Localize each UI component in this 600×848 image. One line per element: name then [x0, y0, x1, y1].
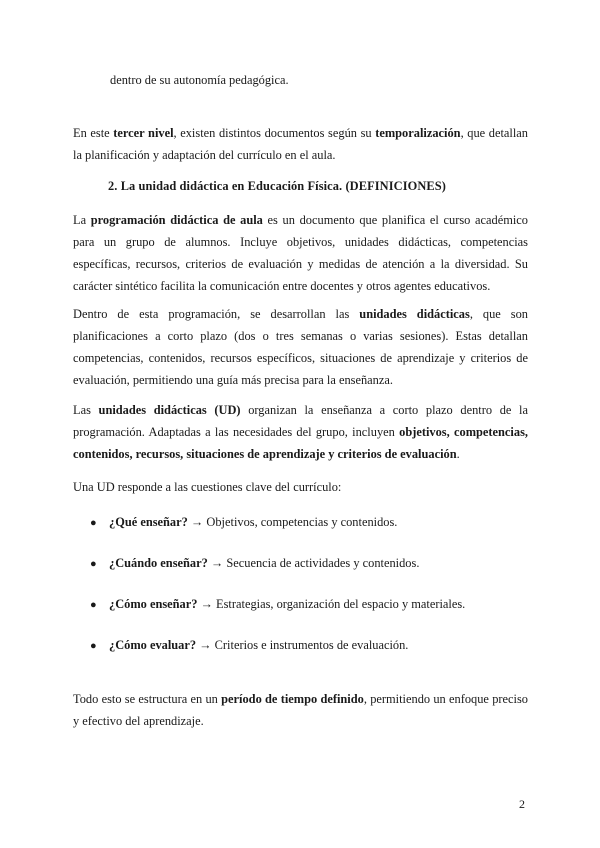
- text-segment: Dentro de esta programación, se desarrollan las: [73, 307, 360, 321]
- paragraph-continuation: [110, 69, 528, 91]
- bullet-icon: ●: [90, 558, 97, 570]
- bullet-question: ¿Cómo evaluar?: [109, 638, 197, 652]
- bold-term-unidades-didacticas: unidades didácticas: [359, 307, 470, 321]
- paragraph-unidades-didacticas: [73, 303, 528, 391]
- paragraph-programacion: [73, 209, 528, 297]
- section-heading: 2. La unidad didáctica en Educación Física. (DEFINICIONES): [108, 179, 446, 193]
- bullet-icon: ●: [90, 640, 97, 652]
- paragraph-ud-definicion: [73, 399, 528, 465]
- bullet-question: ¿Cómo enseñar?: [109, 597, 198, 611]
- text-segment: En este: [73, 126, 114, 140]
- list-item: [90, 511, 530, 534]
- bold-term-temporalizacion: temporalización: [375, 126, 461, 140]
- text-segment: Todo esto se estructura en un: [73, 692, 222, 706]
- bullet-icon: ●: [90, 599, 97, 611]
- text-segment: .: [456, 447, 460, 461]
- text-segment: La: [73, 213, 91, 227]
- bullet-question: ¿Cuándo enseñar?: [109, 556, 208, 570]
- list-item: [90, 552, 530, 575]
- bold-term-periodo-tiempo: período de tiempo definido: [221, 692, 364, 706]
- bold-term-programacion-didactica: programación didáctica de aula: [90, 213, 263, 227]
- bullet-icon: ●: [90, 517, 97, 529]
- bullet-answer: → Secuencia de actividades y contenidos.: [207, 556, 420, 570]
- bullet-question: ¿Qué enseñar?: [109, 515, 188, 529]
- paragraph-cuestiones-clave: [73, 476, 528, 498]
- list-item: [90, 634, 530, 657]
- text-segment: organizan la enseñanza a corto plazo dentro de la programación. Adaptadas a las necesidades del grupo, incluyen: [73, 403, 528, 439]
- bullet-answer: → Estrategias, organización del espacio y materiales.: [197, 597, 466, 611]
- paragraph-tercer-nivel: [73, 122, 528, 166]
- bold-term-elementos-ud: objetivos, competencias, contenidos, recursos, situaciones de aprendizaje y criterios de evaluación: [73, 425, 528, 461]
- paragraph-text: Una UD responde a las cuestiones clave del currículo:: [73, 480, 342, 494]
- text-segment: Las: [73, 403, 99, 417]
- text-segment: , permitiendo un enfoque preciso y efectivo del aprendizaje.: [73, 692, 528, 728]
- page-number: 2: [519, 797, 525, 811]
- text-segment: , existen distintos documentos según su: [173, 126, 376, 140]
- paragraph-conclusion: [73, 688, 528, 732]
- bullet-answer: → Objetivos, competencias y contenidos.: [187, 515, 398, 529]
- text-segment: , que detallan la planificación y adaptación del currículo en el aula.: [73, 126, 528, 162]
- paragraph-text: dentro de su autonomía pedagógica.: [110, 73, 289, 87]
- bold-term-ud: unidades didácticas (UD): [98, 403, 241, 417]
- bullet-answer: → Criterios e instrumentos de evaluación.: [196, 638, 409, 652]
- bold-term-tercer-nivel: tercer nivel: [113, 126, 174, 140]
- text-segment: , que son planificaciones a corto plazo (dos o tres semanas o varias sesiones). Estas detallan competencias, contenidos, recursos específicos, situaciones de aprendizaje y criterios de evaluación, permitiendo una guía más precisa para la enseñanza.: [73, 307, 528, 387]
- text-segment: es un documento que planifica el curso académico para un grupo de alumnos. Incluye objetivos, unidades didácticas, competencias específicas, recursos, criterios de evaluación y medidas de atención a la diversidad. Su carácter sintético facilita la comunicación entre docentes y otros agentes educativos.: [73, 213, 529, 293]
- list-item: [90, 593, 530, 616]
